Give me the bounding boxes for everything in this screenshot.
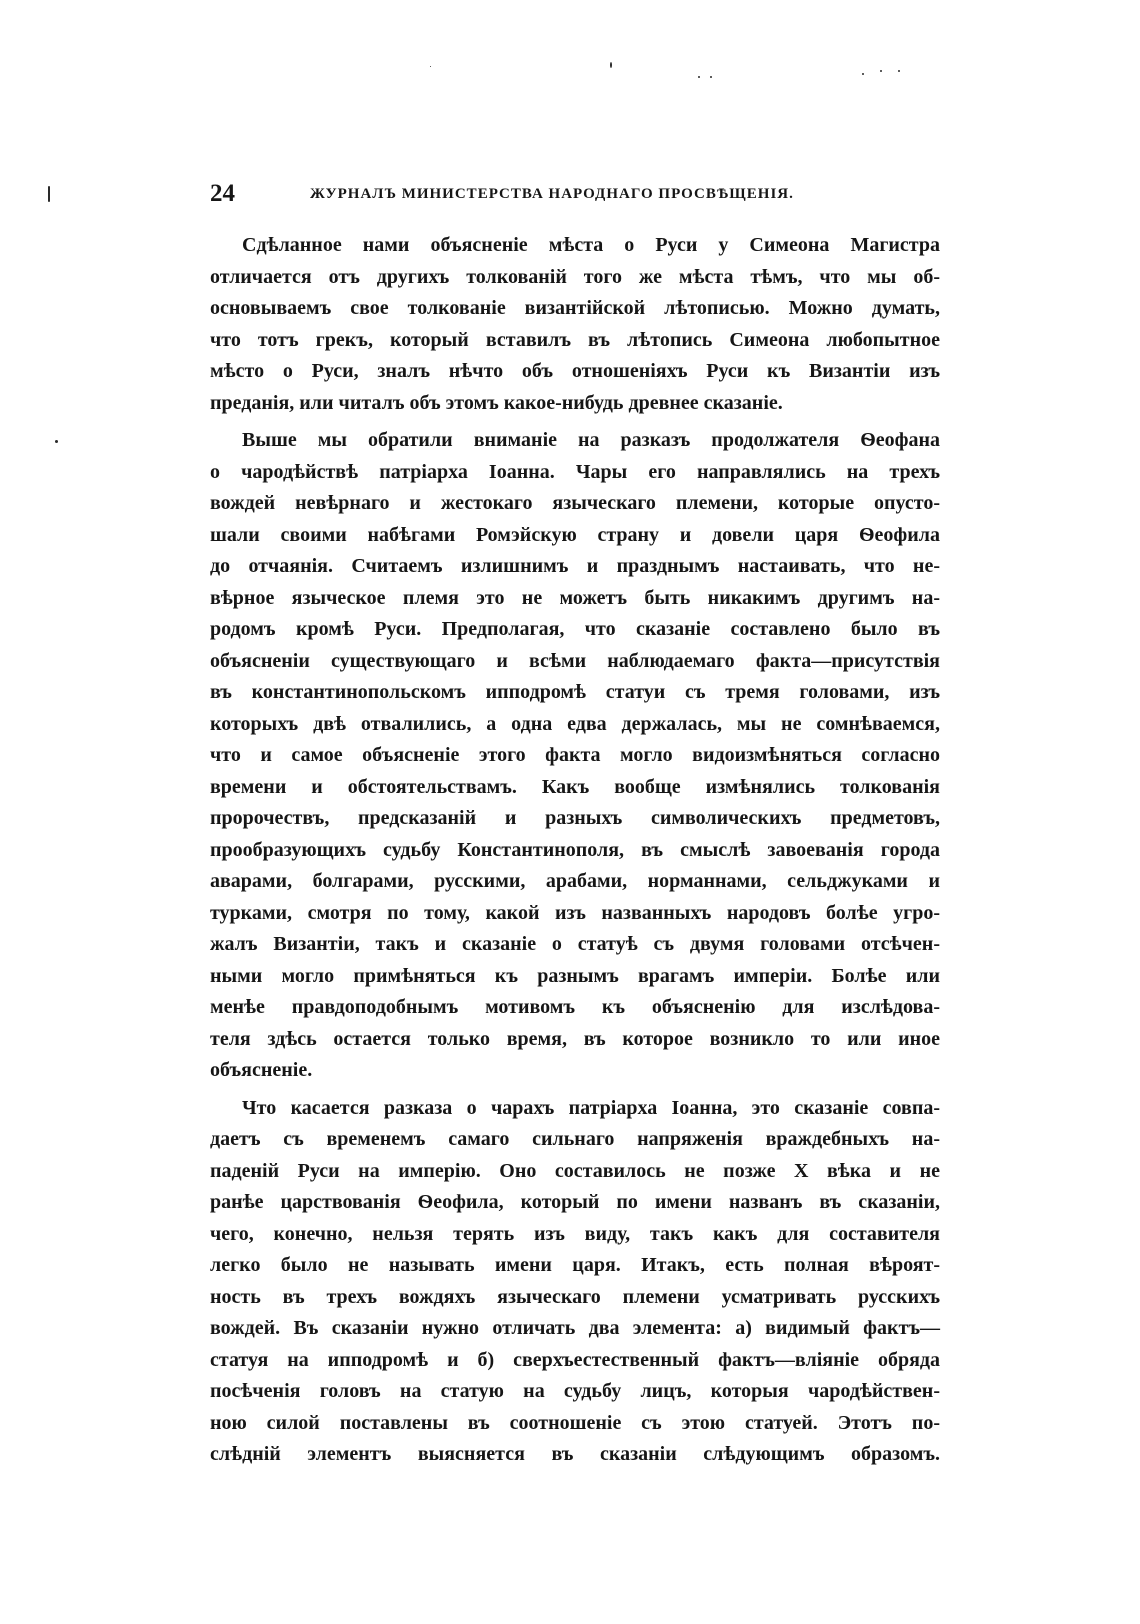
text-line: отличается отъ другихъ толкованій того же мѣста тѣмъ, что мы об- [210,265,940,288]
text-line: что тотъ грекъ, который вставилъ въ лѣтопись Симеона любопытное [210,328,940,351]
text-line: до отчаянія. Считаемъ излишнимъ и празднымъ настаивать, что не- [210,555,940,577]
text-line: вѣрное языческое племя это не можетъ быть никакимъ другимъ на- [210,586,940,609]
text-line: о чародѣйствѣ патріарха Іоанна. Чары его направлялись на трехъ [210,460,940,483]
text-line: ранѣе царствованія Ѳеофила, который по имени названъ въ сказаніи, [210,1191,940,1213]
text-line: шали своими набѣгами Ромэйскую страну и довели царя Ѳеофила [210,523,940,546]
text-line: посѣченія головъ на статую на судьбу лицъ, которыя чародѣйствен- [210,1380,940,1402]
body-text [210,230,940,1471]
text-line: жалъ Византіи, такъ и сказаніе о статуѣ съ двумя головами отсѣчен- [210,933,940,955]
text-line: легко было не называть имени царя. Итакъ, есть полная вѣроят- [210,1254,940,1276]
text-line: родомъ кромѣ Руси. Предполагая, что сказаніе составлено было въ [210,618,940,640]
paragraph [210,425,940,1087]
text-line: аварами, болгарами, русскими, арабами, норманнами, сельджуками и [210,870,940,892]
text-line: прообразующихъ судьбу Константинополя, въ смыслѣ завоеванія города [210,838,940,861]
scan-speck [898,70,900,72]
text-line: чего, конечно, нельзя терять изъ виду, такъ какъ для составителя [210,1222,940,1245]
text-line: объясненіи существующаго и всѣми наблюдаемаго факта—присутствія [210,649,940,672]
text-line: что и самое объясненіе этого факта могло видоизмѣняться согласно [210,744,940,766]
text-line: паденій Руси на имперію. Оно составилось не позже X вѣка и не [210,1159,940,1182]
text-line: Что касается разказа о чарахъ патріарха Іоанна, это сказаніе совпа- [242,1096,940,1119]
paragraph [210,230,940,419]
text-line: даетъ съ временемъ самаго сильнаго напряженія враждебныхъ на- [210,1128,940,1150]
text-line: которыхъ двѣ отвалились, а одна едва держалась, мы не сомнѣваемся, [210,712,940,735]
running-head [210,178,940,210]
scan-speck [610,62,612,68]
paragraph [210,1093,940,1471]
text-line: менѣе правдоподобнымъ мотивомъ къ объясненію для изслѣдова- [210,996,940,1018]
scan-speck [430,66,431,67]
text-line: турками, смотря по тому, какой изъ названныхъ народовъ болѣе угро- [210,901,940,924]
text-line: мѣсто о Руси, зналъ нѣчто объ отношеніяхъ Руси къ Византіи изъ [210,360,940,382]
text-line: преданія, или читалъ объ этомъ какое-нибудь древнее сказаніе. [210,391,783,414]
page-number: 24 [210,180,235,207]
text-line: объясненіе. [210,1059,313,1081]
scan-speck [698,76,700,78]
scan-speck [48,186,50,202]
text-line: статуя на ипподромѣ и б) сверхъестественный фактъ—вліяніе обряда [210,1348,940,1371]
text-line: времени и обстоятельствамъ. Какъ вообще измѣнялись толкованія [210,775,940,798]
scan-speck [710,76,712,78]
text-line: Выше мы обратили вниманіе на разказъ продолжателя Ѳеофана [242,429,940,451]
text-line: Сдѣланное нами объясненіе мѣста о Руси у Симеона Магистра [242,234,940,256]
text-line: теля здѣсь остается только время, въ которое возникло то или иное [210,1027,940,1050]
journal-title: ЖУРНАЛЪ МИНИСТЕРСТВА НАРОДНАГО ПРОСВѢЩЕНІЯ. [310,186,794,202]
text-line: вождей. Въ сказаніи нужно отличать два элемента: а) видимый фактъ— [210,1317,940,1339]
text-line: вождей невѣрнаго и жестокаго языческаго племени, которые опусто- [210,492,940,514]
text-line: ность въ трехъ вождяхъ языческаго племени усматривать русскихъ [210,1285,940,1308]
scan-speck [55,440,58,443]
text-line: основываемъ свое толкованіе византійской лѣтописью. Можно думать, [210,297,940,319]
text-line: ною силой поставлены въ соотношеніе съ этою статуей. Этотъ по- [210,1411,940,1434]
scan-speck [862,73,864,75]
scan-speck [880,70,882,72]
text-line: въ константинопольскомъ ипподромѣ статуи съ тремя головами, изъ [210,681,940,703]
text-line: слѣдній элементъ выясняется въ сказаніи слѣдующимъ образомъ. [210,1443,940,1465]
text-line: ными могло примѣняться къ разнымъ врагамъ имперіи. Болѣе или [210,964,940,987]
text-line: пророчествъ, предсказаній и разныхъ символическихъ предметовъ, [210,807,940,829]
